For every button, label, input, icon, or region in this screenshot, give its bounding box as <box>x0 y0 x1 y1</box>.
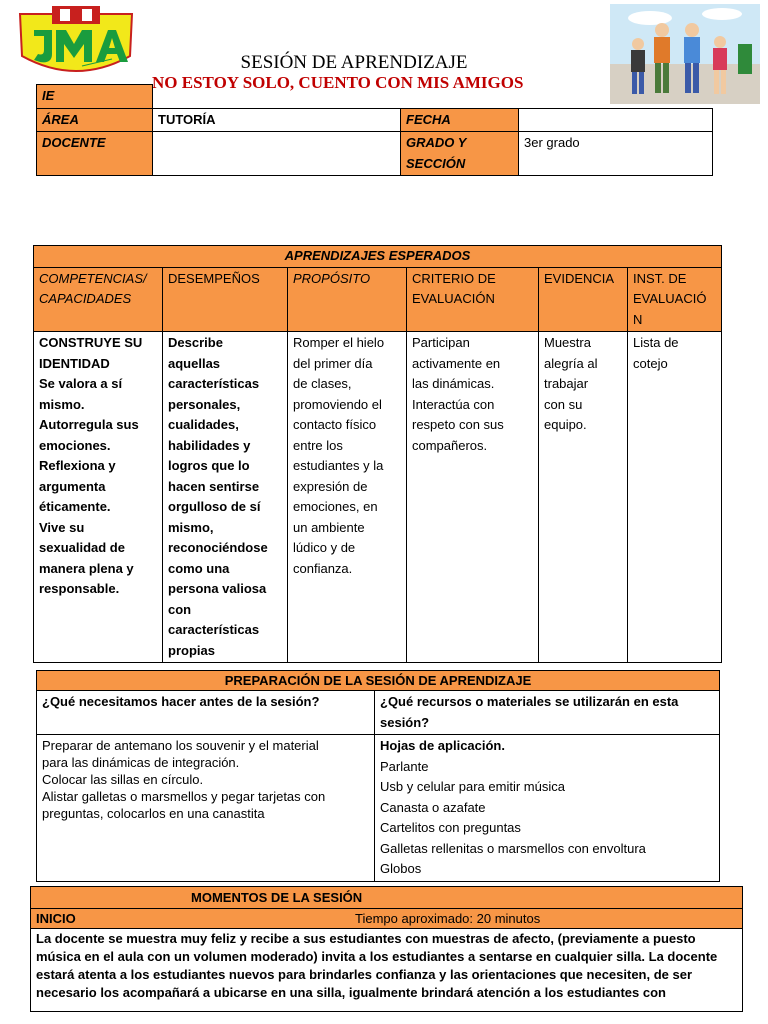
page-subtitle: NO ESTOY SOLO, CUENTO CON MIS AMIGOS <box>152 73 524 92</box>
grado-label: GRADO Y SECCIÓN <box>401 132 519 176</box>
header-criterio: CRITERIO DE EVALUACIÓN <box>407 267 539 332</box>
page-title: SESIÓN DE APRENDIZAJE <box>240 52 468 73</box>
preparacion-title: PREPARACIÓN DE LA SESIÓN DE APRENDIZAJE <box>37 671 720 691</box>
info-table <box>36 84 713 176</box>
header-proposito: PROPÓSITO <box>288 267 407 332</box>
momentos-table <box>30 886 743 1012</box>
cell-desempenos: Describe aquellas características personales, cualidades, habilidades y logros que lo hacen sentirse orgulloso de sí mismo, reconociéndose como una persona valiosa con características propias <box>163 332 288 663</box>
area-value: TUTORÍA <box>153 108 401 132</box>
preparacion-answer-before: Preparar de antemano los souvenir y el material para las dinámicas de integración. Colocar las sillas en círculo. Alistar galletas o marsmellos y pegar tarjetas con preguntas, colocarlos en una canastita <box>37 735 375 882</box>
cell-instrumento: Lista de cotejo <box>628 332 722 663</box>
preparacion-question-before: ¿Qué necesitamos hacer antes de la sesión? <box>37 691 375 735</box>
inicio-tiempo: Tiempo aproximado: 20 minutos <box>355 911 541 926</box>
cell-criterio: Participan activamente en las dinámicas. Interactúa con respeto con sus compañeros. <box>407 332 539 663</box>
docente-value <box>153 132 401 176</box>
preparacion-question-resources: ¿Qué recursos o materiales se utilizarán en esta sesión? <box>375 691 720 735</box>
header-evidencia: EVIDENCIA <box>539 267 628 332</box>
ie-value <box>153 85 401 109</box>
docente-label: DOCENTE <box>37 132 153 176</box>
header-competencias: COMPETENCIAS/ CAPACIDADES <box>34 267 163 332</box>
inicio-row <box>31 909 743 929</box>
fecha-label: FECHA <box>401 108 519 132</box>
header-instrumento: INST. DE EVALUACIÓ N <box>628 267 722 332</box>
resources-title: Hojas de aplicación. <box>380 738 505 753</box>
inicio-label: INICIO <box>36 911 76 926</box>
momentos-title: MOMENTOS DE LA SESIÓN <box>31 887 743 909</box>
area-label: ÁREA <box>37 108 153 132</box>
ie-label: IE <box>37 85 153 109</box>
cell-evidencia: Muestra alegría al trabajar con su equipo. <box>539 332 628 663</box>
header-desempenos: DESEMPEÑOS <box>163 267 288 332</box>
aprendizajes-title: APRENDIZAJES ESPERADOS <box>34 246 722 268</box>
resources-list: Parlante Usb y celular para emitir música Canasta o azafate Cartelitos con preguntas Galletas rellenitas o marsmellos con envoltura Globos <box>380 758 646 876</box>
grado-value: 3er grado <box>519 132 713 176</box>
fecha-value <box>519 108 713 132</box>
inicio-text: La docente se muestra muy feliz y recibe a sus estudiantes con muestras de afecto, (previamente a puesto música en el aula con un volumen moderado) invita a los estudiantes a sentarse en cualquier silla. La docente estará atenta a los estudiantes nuevos para brindarles confianza y las orientaciones que necesiten, de ser necesario los acompañará a ubicarse en una silla, igualmente brindará atención a los estudiantes con <box>31 929 743 1012</box>
cell-proposito: Romper el hielo del primer día de clases, promoviendo el contacto físico entre los estudiantes y la expresión de emociones, en un ambiente lúdico y de confianza. <box>288 332 407 663</box>
preparacion-table <box>36 670 720 882</box>
cell-competencias: CONSTRUYE SU IDENTIDAD Se valora a sí mismo. Autorregula sus emociones. Reflexiona y argumenta éticamente. Vive su sexualidad de manera plena y responsable. <box>34 332 163 663</box>
aprendizajes-table <box>33 245 722 663</box>
preparacion-answer-resources <box>375 735 720 882</box>
